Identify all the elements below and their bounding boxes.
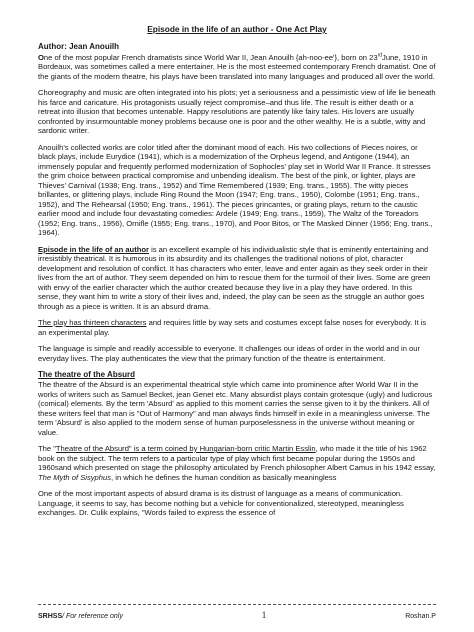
intro-drop-letter: O	[38, 52, 44, 62]
esslin-text-a: The "	[38, 444, 56, 453]
esslin-text-b: , who made it the title of his 1962 book on the subject. The term refers to a particular type of play which first became popular during the 1950s and 1960sand which presented on stage the philosophy articulated by French philosopher Albert Camus in his 1942 essay,	[38, 444, 436, 472]
intro-superscript: rd	[377, 51, 383, 58]
footer-divider	[38, 604, 436, 605]
intro-text-b: June, 1910 in Bordeaux, was sometimes called a mere entertainer. He is the most esteemed contemporary French dramatist. One of the giants of the modern theatre, his plays have been translated into many languages and produced all over the world.	[38, 52, 436, 81]
paragraph-collected-works: Anouilh's collected works are color titled after the dominant mood of each. His two collections of Pieces noires, or black plays, include Eurydice (1941), which is a modernization of the Orpheus legend, and Antigone (1944), an immensely popular and frequently performed modernization of Sophocles' play set in World War II France. It stresses the grim choice between practical compromise and unbending idealism. The best of the pink, or lighter, plays are Thieves' Carnival (1938; Eng. trans., 1952) and Time Remembered (1939; Eng. trans., 1955). The witty pieces brillantes, or glittering plays, include Ring Round the Moon (1947; Eng. trans., 1950), Colombe (1951; Eng. trans., 1952), and The Rehearsal (1950; Eng. trans., 1961). The pieces grincantes, or grating plays, return to the caustic earlier mood and include four devastating comedies: Ardele (1949; Eng. trans., 1959), The Waltz of the Toreadors (1952; Eng. trans., 1956), Ornifle (1955; Eng. trans., 1970), and Poor Bitos, or The Masked Dinner (1956; Eng. trans., 1964).	[38, 142, 433, 237]
paragraph-episode	[38, 245, 436, 312]
footer-org: SRHSS	[38, 613, 63, 620]
characters-text: and requires little by way sets and costumes except false noses for everybody. It is an experimental play.	[38, 318, 427, 337]
esslin-text-c: , in which he defines the human condition as basically meaningless	[111, 472, 337, 482]
intro-text-a: ne of the most popular French dramatists since World War II, Jean Anouilh {ah-noo-ee'}, born on 23	[43, 52, 378, 62]
esslin-underlined: Theatre of the Absurd" is a term coined by Hungarian-born critic Martin Esslin	[55, 444, 316, 453]
document-title: Episode in the life of an author - One Act Play	[147, 24, 327, 34]
paragraph-language: The language is simple and readily accessible to everyone. It challenges our ideas of order in the world and in our everyday lives. The play authenticates the view that the primary function of the theatre is entertainment.	[38, 344, 421, 363]
footer-left	[38, 613, 123, 620]
paragraph-characters	[38, 318, 436, 337]
intro-paragraph	[38, 53, 436, 82]
author-line: Author: Jean Anouilh	[38, 42, 120, 51]
page-footer	[38, 610, 436, 620]
paragraph-esslin	[38, 444, 436, 482]
footer-note: / For reference only	[62, 613, 123, 620]
section-heading-absurd: The theatre of the Absurd	[38, 370, 136, 379]
myth-of-sisyphus-title: The Myth of Sisyphus	[38, 472, 112, 482]
paragraph-choreography: Choreography and music are often integrated into his plots; yet a seriousness and a pessimistic view of life lie beneath his farce and caricature. His protagonists usually reject compromise–and thus life. The result is either death or a retreat into illusion that becomes untenable. Happy resolutions are patently like fairy tales. His lovers are usually confronted by insurmountable money problems because one is poor and the other wealthy. He is a subtle, witty and sardonic writer.	[38, 88, 436, 135]
paragraph-language-distrust: One of the most important aspects of absurd drama is its distrust of language as a means of communication. Language, it seems to say, has become nothing but a vehicle for conventionalized, stereotyped, meaningless exchanges. Dr. Culik explains, "Words failed to express the essence of	[38, 489, 404, 517]
episode-lead: Episode in the life of an author	[38, 244, 149, 254]
footer-right: Roshan.P	[405, 613, 436, 620]
page-number: 1	[261, 610, 267, 620]
paragraph-absurd-theatre: The theatre of the Absurd is an experimental theatrical style which came into prominence after World War II in the works of writers such as Samuel Becket, jean Genet etc. Many absurdist plays contain grotesque (ugly) and ludicrous (comical) elements. By the term 'Absurd' as applied to this moment carries the sense given to it by the thinkers. All of these writers feel that man is "Out of Harmony" and man always finds himself in exile in a meaningless universe. The term 'Absurd' is also applied to the modern sense of human purposelessness in the universe without meaning or value.	[38, 380, 433, 437]
characters-lead: The play has thirteen characters	[38, 318, 147, 327]
episode-text: is an excellent example of his individualistic style that is eminently entertaining and irresistibly theatrical. It is humorous in its absurdity and its challenges the traditional notions of plot, character development and resolution of conflict. It has characters who enter, leave and enter again as they seek order in their lives from the art of author. They seem depended on him to rescue them for the turmoil of their lives. Some are green with envy of the earlier character which the author created because they live in a play they have ordered. In this sense, they want him to write a story of their lives and, indeed, the play can be seen as the struggle an author goes through as a piece is written. It is an absurd drama.	[38, 244, 431, 311]
